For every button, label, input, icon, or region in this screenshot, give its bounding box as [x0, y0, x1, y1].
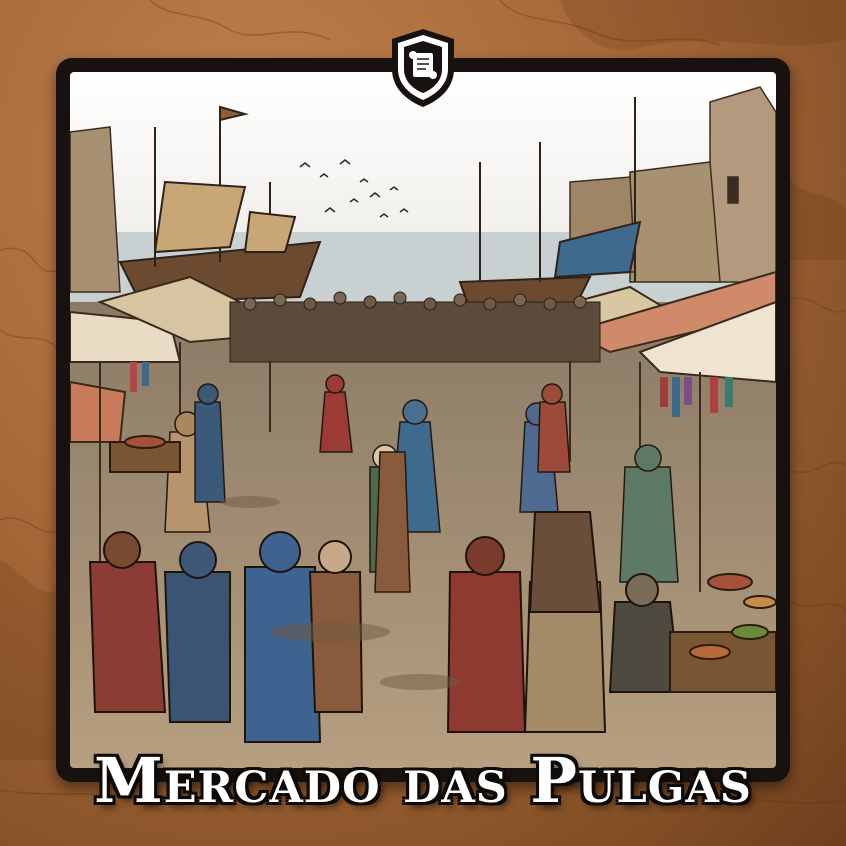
category-badge: [388, 27, 458, 109]
scroll-icon: [409, 51, 437, 79]
crowd: [230, 292, 600, 362]
card-title: Mercado das Pulgas: [94, 744, 752, 817]
market-illustration: [70, 72, 776, 768]
